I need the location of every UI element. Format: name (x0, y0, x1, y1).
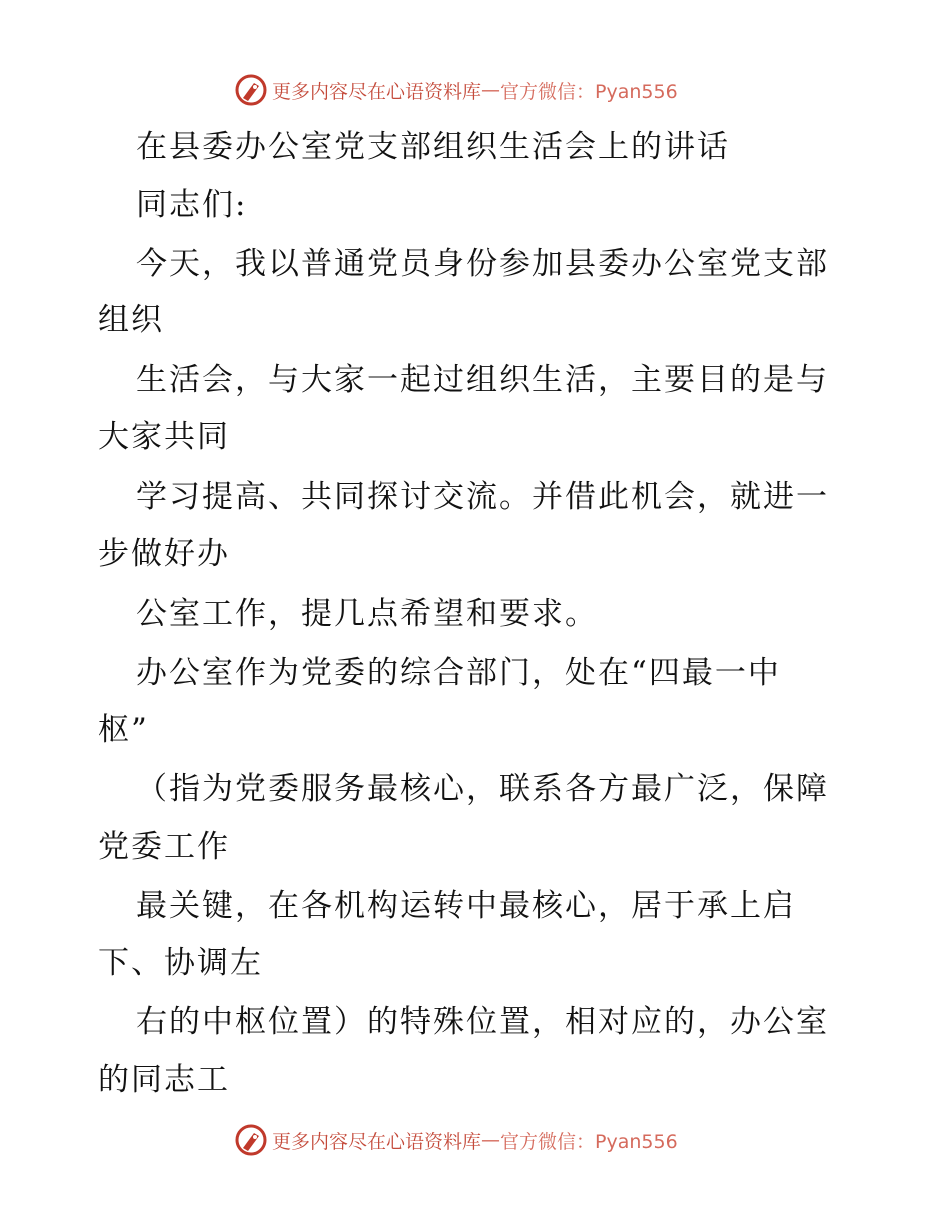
paragraph-line: 枢” (98, 712, 149, 748)
paragraph-line: 办公室作为党委的综合部门，处在“四最一中 (136, 655, 781, 691)
paragraph-line: 最关键，在各机构运转中最核心，居于承上启 (136, 888, 796, 924)
salutation: 同志们: (136, 187, 248, 223)
header-banner (234, 72, 678, 108)
banner-wechat: 官方微信：Pyan556 (500, 1130, 678, 1153)
document-title: 在县委办公室党支部组织生活会上的讲话 (136, 129, 730, 165)
paragraph-line: （指为党委服务最核心，联系各方最广泛，保障 (136, 771, 829, 807)
footer-banner (234, 1122, 678, 1158)
paragraph-line: 生活会，与大家一起过组织生活，主要目的是与 (136, 362, 829, 398)
paragraph-line: 党委工作 (98, 829, 230, 865)
pen-nib-circle-icon (234, 73, 268, 107)
paragraph-line: 公室工作，提几点希望和要求。 (136, 596, 598, 632)
paragraph-line: 学习提高、共同探讨交流。并借此机会，就进一 (136, 479, 829, 515)
paragraph-line: 右的中枢位置）的特殊位置，相对应的，办公室 (136, 1004, 829, 1040)
banner-separator: — (481, 1129, 501, 1151)
banner-brand: 更多内容尽在心语资料库 (272, 1130, 482, 1153)
paragraph-line: 的同志工 (98, 1062, 230, 1098)
pen-nib-circle-icon (234, 1123, 268, 1157)
banner-wechat: 官方微信：Pyan556 (500, 80, 678, 103)
banner-brand: 更多内容尽在心语资料库 (272, 80, 482, 103)
paragraph-line: 步做好办 (98, 536, 230, 572)
paragraph-line: 下、协调左 (98, 945, 263, 981)
paragraph-line: 组织 (98, 302, 164, 338)
paragraph-line: 今天，我以普通党员身份参加县委办公室党支部 (136, 246, 829, 282)
banner-separator: — (481, 79, 501, 101)
paragraph-line: 大家共同 (98, 419, 230, 455)
